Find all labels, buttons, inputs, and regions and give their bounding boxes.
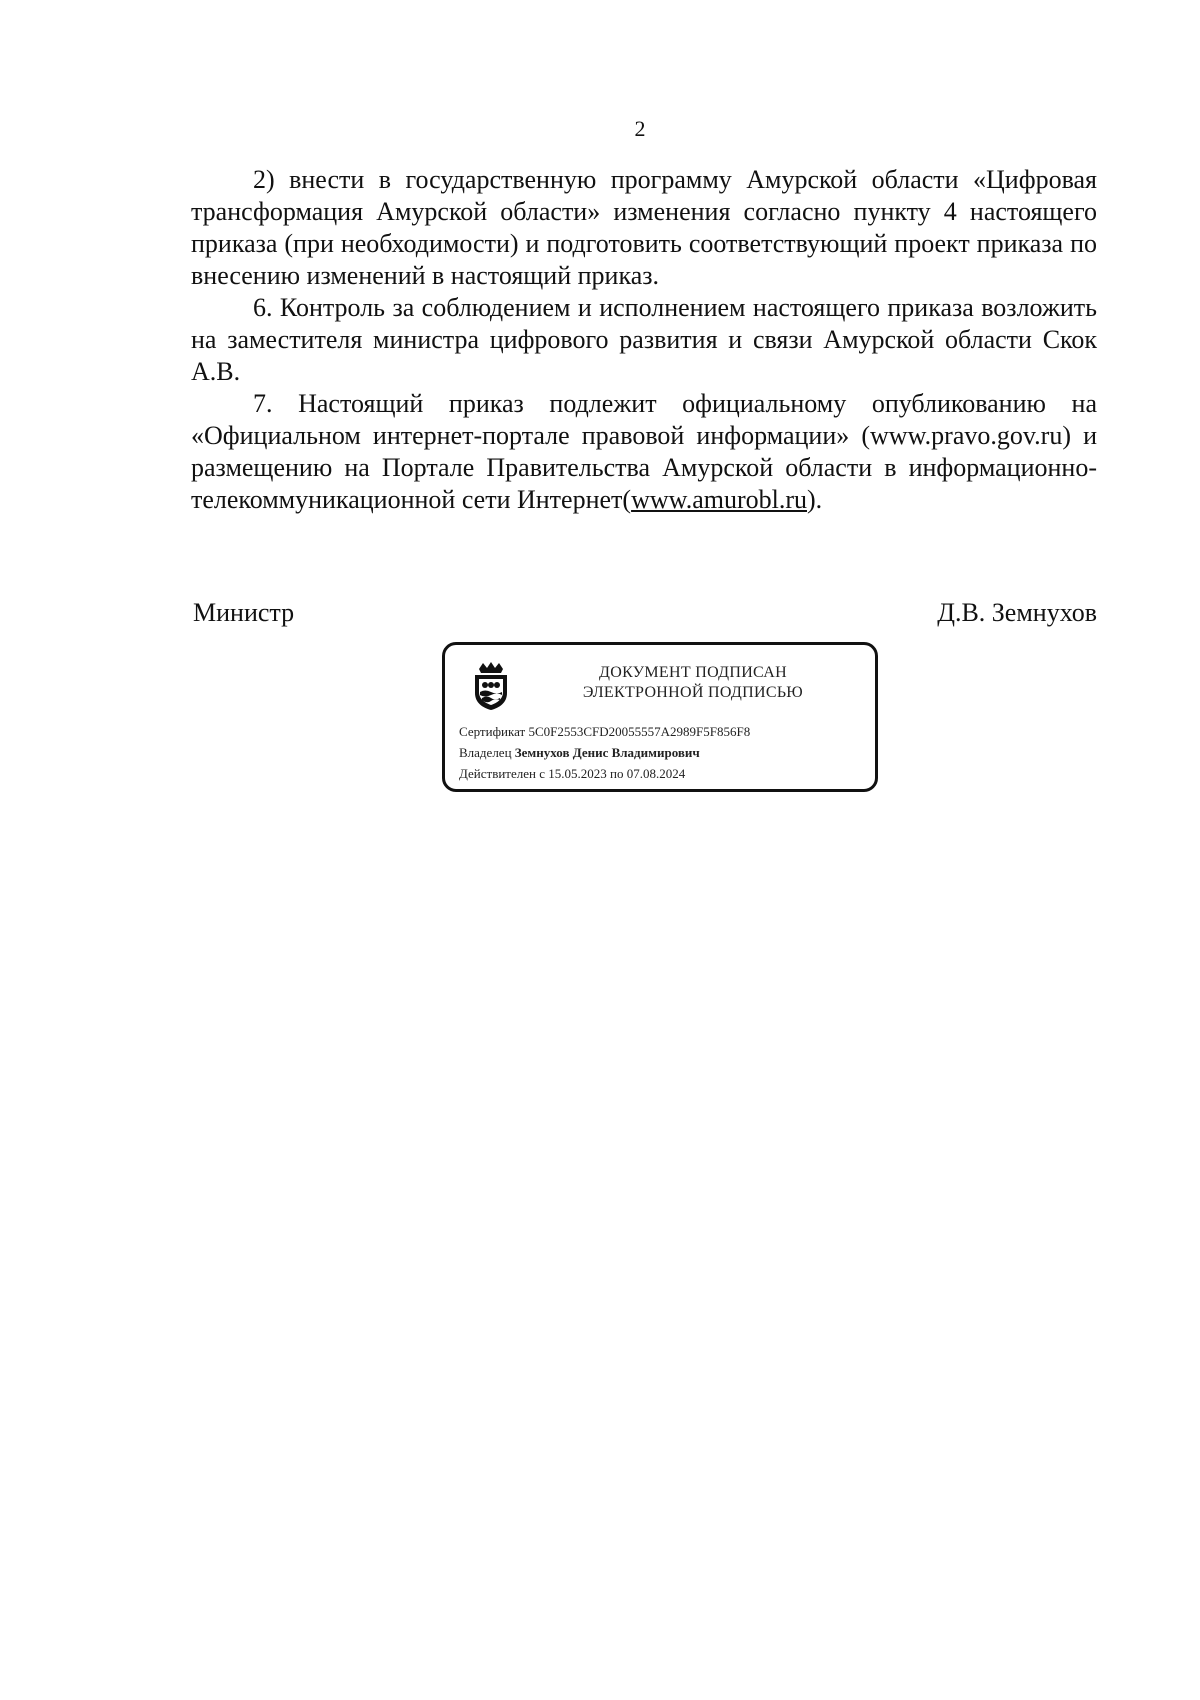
- certificate-value: 5C0F2553CFD20055557A2989F5F856F8: [528, 724, 751, 739]
- paragraph-item-7-tail: ).: [807, 485, 823, 514]
- stamp-details: [459, 721, 869, 784]
- valid-to: 07.08.2024: [626, 766, 686, 781]
- paragraph-item-7: [191, 388, 1097, 516]
- valid-label: Действителен с: [459, 766, 545, 781]
- page-number: 2: [634, 116, 646, 141]
- valid-to-label: по: [610, 766, 624, 781]
- stamp-title-line-1: ДОКУМЕНТ ПОДПИСАН: [599, 664, 787, 681]
- certificate-line: [459, 721, 869, 742]
- paragraph-item-7-text: 7. Настоящий приказ подлежит официальному опубликованию на «Официальном интернет-портале правовой информации» (www.pravo.gov.ru) и размещению на Портале Правительства Амурской области в информационно-телекоммуникационной сети Интернет(: [191, 389, 1097, 514]
- signatory-position: Министр: [193, 598, 295, 627]
- owner-line: [459, 742, 869, 763]
- certificate-label: Сертификат: [459, 724, 526, 739]
- electronic-signature-stamp: [442, 642, 878, 792]
- valid-from: 15.05.2023: [548, 766, 607, 781]
- signatory-name: Д.В. Земнухов: [937, 598, 1097, 627]
- owner-value: Земнухов Денис Владимирович: [514, 745, 700, 760]
- document-body: [191, 164, 1097, 516]
- amur-region-coat-of-arms-icon: [471, 661, 511, 711]
- paragraph-item-2: 2) внести в государственную программу Амурской области «Цифровая трансформация Амурской области» изменения согласно пункту 4 настоящего приказа (при необходимости) и подготовить соответствующий проект приказа по внесению изменений в настоящий приказ.: [191, 165, 1097, 290]
- stamp-title: [525, 663, 861, 703]
- paragraph-item-6: 6. Контроль за соблюдением и исполнением настоящего приказа возложить на заместителя министра цифрового развития и связи Амурской области Скок А.В.: [191, 293, 1097, 386]
- owner-label: Владелец: [459, 745, 512, 760]
- stamp-title-line-2: ЭЛЕКТРОННОЙ ПОДПИСЬЮ: [582, 684, 804, 701]
- validity-line: [459, 763, 869, 784]
- amurobl-link[interactable]: www.amurobl.ru: [631, 485, 808, 514]
